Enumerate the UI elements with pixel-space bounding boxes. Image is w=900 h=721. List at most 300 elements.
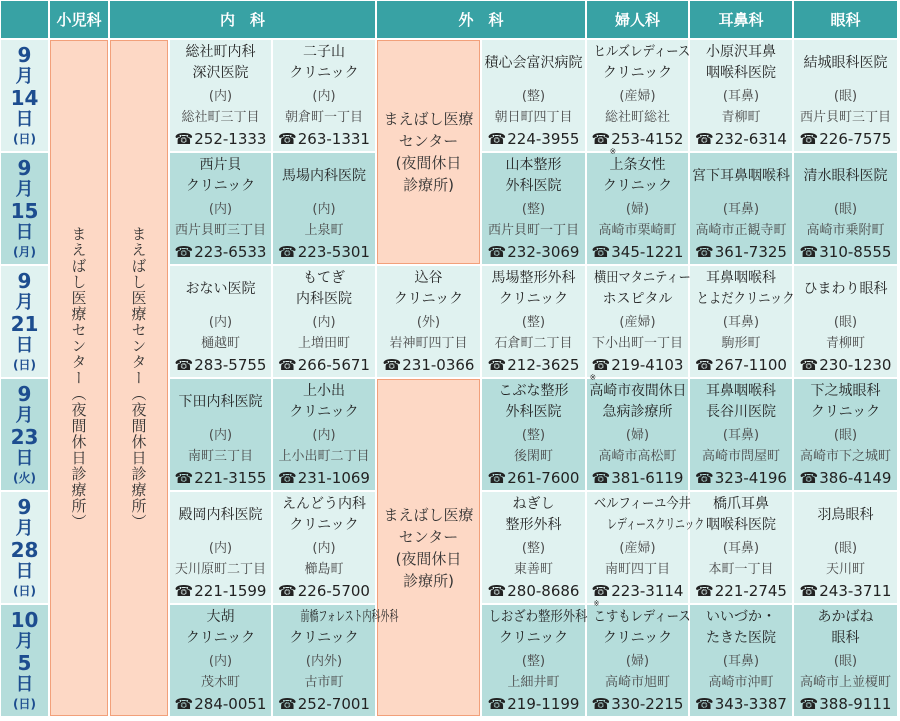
clinic-address-line (794, 672, 897, 693)
surgery-clinic-cell (482, 153, 585, 264)
clinic-name-line (587, 63, 688, 84)
clinic-phone (592, 580, 684, 602)
clinic-type-line (690, 312, 792, 333)
clinic-address: 樋越町 (200, 336, 240, 351)
telephone-icon (800, 243, 820, 261)
clinic-type-line (794, 538, 897, 559)
clinic-name-wrap (394, 289, 463, 310)
clinic-name-line (170, 279, 271, 300)
clinic-name-wrap (603, 289, 673, 310)
clinic-name-wrap (706, 381, 776, 402)
clinic-name (482, 266, 585, 312)
clinic-address-line (690, 559, 792, 580)
clinic-phone-line (794, 241, 897, 263)
clinic-phone (592, 467, 684, 489)
clinic-type-line (482, 651, 585, 672)
internal-clinic-cell (170, 266, 271, 377)
clinic-phone-number: 223-6533 (194, 243, 267, 261)
clinic-address: 朝倉町一丁目 (284, 110, 363, 125)
clinic-name-text: 外科医院 (505, 178, 562, 194)
clinic-name-wrap (706, 515, 776, 536)
internal-clinic-cell (170, 379, 271, 490)
surgery-clinic-cell (482, 492, 585, 603)
clinic-type-line (690, 86, 792, 107)
clinic-name-line (794, 279, 897, 300)
clinic-phone (592, 693, 684, 715)
clinic-type-line (482, 199, 585, 220)
date-weekday: (日) (13, 131, 36, 146)
clinic-name-line (587, 289, 688, 310)
clinic-name-line (587, 42, 691, 63)
clinic-address: 石倉町二丁目 (494, 336, 573, 351)
clinic-name (273, 266, 375, 312)
clinic-name-text: 大胡 (206, 609, 235, 625)
clinic-address-line (482, 107, 585, 128)
clinic-phone-number: 221-2745 (714, 582, 787, 600)
clinic-type: (内) (312, 89, 336, 104)
clinic-address: 西片貝町三丁目 (799, 110, 891, 125)
center-name: 診療所) (403, 176, 454, 194)
clinic-type: (耳鼻) (722, 541, 760, 556)
clinic-phone (800, 241, 892, 263)
clinic-address-line (690, 446, 792, 467)
clinic-phone-line (482, 128, 585, 150)
clinic-phone-number: 388-9111 (819, 695, 892, 713)
surgery-center-cell (377, 40, 480, 264)
clinic-phone-line (482, 693, 585, 715)
clinic-name-wrap (303, 381, 345, 402)
clinic-address-line (273, 446, 375, 467)
clinic-name-line (690, 166, 792, 187)
clinic-name-text: 馬場整形外科 (491, 270, 576, 286)
header-gynecology (587, 1, 688, 38)
clinic-type: (整) (521, 541, 546, 556)
telephone-icon (695, 130, 715, 148)
clinic-name-text: 外科医院 (505, 404, 562, 420)
clinic-name-text: 横田マタニティー (593, 270, 691, 286)
date-weekday: (日) (13, 696, 36, 711)
clinic-name (690, 605, 792, 651)
clinic-phone-number: 219-4103 (611, 356, 684, 374)
header-ophthalmology (794, 1, 897, 38)
clinic-address-line (273, 107, 375, 128)
clinic-name-text: 下之城眼科 (810, 383, 881, 399)
clinic-type-line (794, 199, 897, 220)
clinic-address-line (273, 559, 375, 580)
clinic-name-wrap (832, 628, 860, 649)
clinic-name-line (273, 607, 399, 628)
center-name: まえばし医療 (383, 505, 474, 524)
clinic-name (587, 40, 691, 86)
clinic-phone-number: 381-6119 (611, 469, 684, 487)
clinic-name-wrap (706, 628, 776, 649)
date-day-unit: 日 (15, 447, 34, 469)
clinic-name-wrap (692, 166, 790, 187)
clinic-name-line (690, 268, 792, 289)
clinic-phone-line (273, 354, 375, 376)
date-month: 9 (17, 381, 32, 406)
clinic-address-line (482, 333, 585, 354)
clinic-phone-line (587, 580, 688, 602)
clinic-address-line (587, 672, 688, 693)
clinic-address: 本町一丁目 (708, 562, 774, 577)
clinic-name-text: クリニック (289, 630, 359, 646)
center-name: (夜間休日 (395, 154, 462, 172)
clinic-name-text: 下田内科医院 (178, 393, 263, 410)
clinic-name-line (273, 515, 375, 536)
clinic-phone-line (587, 354, 688, 376)
clinic-name (690, 40, 792, 86)
clinic-phone-line (482, 580, 585, 602)
clinic-type-line (587, 651, 688, 672)
clinic-type-line (587, 538, 688, 559)
clinic-phone-line (794, 693, 897, 715)
clinic-type: (耳鼻) (722, 202, 760, 217)
clinic-phone (488, 580, 580, 602)
clinic-name-text: 深沢医院 (192, 65, 249, 81)
clinic-phone (175, 580, 267, 602)
telephone-icon (800, 469, 820, 487)
clinic-address: 朝日町四丁目 (494, 110, 573, 125)
telephone-icon (488, 356, 508, 374)
clinic-name-line (482, 381, 585, 402)
clinic-name-text: 長谷川医院 (706, 404, 776, 420)
clinic-phone (278, 241, 370, 263)
clinic-name (587, 266, 691, 312)
clinic-address: 上細井町 (507, 675, 560, 690)
clinic-name (690, 266, 795, 312)
clinic-phone-number: 223-5301 (297, 243, 370, 261)
clinic-name-text: クリニック (289, 65, 359, 81)
clinic-name-text: 上小出 (303, 383, 345, 399)
clinic-type: (産婦) (619, 89, 656, 104)
clinic-phone-number: 283-5755 (194, 356, 267, 374)
ent-clinic-cell (690, 492, 792, 603)
gynecology-clinic-cell (587, 599, 691, 716)
center-name-line (378, 548, 479, 570)
clinic-name-text: 殿岡内科医院 (178, 506, 263, 523)
clinic-phone (488, 354, 580, 376)
clinic-address: 青柳町 (721, 110, 761, 125)
clinic-name (482, 605, 588, 651)
clinic-name-text: 総社町内科 (185, 44, 256, 60)
center-name-line (378, 130, 479, 152)
clinic-name (794, 605, 897, 651)
clinic-name-wrap (706, 268, 776, 289)
clinic-address-line (482, 559, 585, 580)
clinic-phone-line (690, 467, 792, 489)
clinic-name-text: 込谷 (414, 270, 443, 286)
clinic-type: (内) (208, 315, 233, 330)
clinic-name-text: いいづか・ (706, 609, 776, 625)
clinic-phone (278, 467, 370, 489)
clinic-name-text: クリニック (498, 291, 569, 307)
clinic-name (587, 147, 688, 199)
date-cell (1, 266, 48, 377)
telephone-icon (488, 469, 508, 487)
clinic-phone-line (690, 128, 792, 150)
clinic-name-text: 西片貝 (199, 157, 242, 173)
clinic-name-text: 小原沢耳鼻 (706, 44, 776, 60)
clinic-name-wrap (289, 63, 358, 84)
clinic-phone-number: 232-6314 (714, 130, 787, 148)
date-day: 5 (17, 650, 32, 675)
header-ophthalmology-label: 眼科 (830, 11, 861, 29)
clinic-name-text: 整形外科 (505, 517, 562, 533)
gynecology-clinic-cell (587, 373, 688, 490)
clinic-name (482, 492, 585, 538)
clinic-name-text: 咽喉科医院 (706, 65, 776, 81)
clinic-name-wrap (706, 63, 776, 84)
clinic-type-line (690, 199, 792, 220)
clinic-name-wrap (603, 176, 672, 197)
clinic-name-line (482, 402, 585, 423)
clinic-name-wrap (603, 628, 672, 649)
telephone-icon (278, 469, 298, 487)
clinic-name-line (587, 402, 688, 423)
clinic-name-line (794, 505, 897, 526)
clinic-address: 上小出町二丁目 (278, 449, 370, 464)
clinic-address-line (794, 333, 897, 354)
clinic-phone-number: 253-4152 (611, 130, 684, 148)
clinic-name-wrap (607, 515, 704, 536)
clinic-phone (695, 128, 787, 150)
clinic-type-line (170, 538, 271, 559)
header-gynecology-label: 婦人科 (614, 11, 660, 29)
clinic-name-wrap (588, 373, 687, 402)
ophthalmology-clinic-cell (794, 266, 897, 377)
clinic-name (794, 266, 897, 312)
clinic-type: (整) (521, 315, 546, 330)
clinic-name-line (273, 289, 375, 310)
clinic-name-wrap (804, 279, 888, 300)
clinic-name-line (377, 289, 480, 310)
clinic-name (170, 379, 271, 425)
telephone-icon (592, 130, 612, 148)
clinic-name-wrap (513, 494, 555, 515)
clinic-type-line (273, 651, 375, 672)
clinic-name-line (273, 63, 375, 84)
clinic-name-line (170, 607, 271, 628)
date-cell (1, 492, 48, 603)
clinic-type: (耳鼻) (722, 89, 760, 104)
clinic-name-wrap (506, 402, 562, 423)
telephone-icon (278, 243, 298, 261)
clinic-phone-line (273, 693, 375, 715)
clinic-phone-line (690, 241, 792, 263)
clinic-type: (耳鼻) (722, 315, 760, 330)
clinic-phone-line (794, 128, 897, 150)
center-name-line (378, 108, 479, 130)
clinic-name-line (587, 494, 691, 515)
date-day: 21 (10, 311, 39, 336)
clinic-name-line (690, 494, 792, 515)
center-name-line (378, 152, 479, 174)
clinic-type: (内) (312, 541, 336, 556)
clinic-name-line (482, 268, 585, 289)
clinic-address: 高崎市問屋町 (701, 449, 780, 464)
clinic-name (587, 492, 705, 538)
clinic-phone-line (273, 467, 375, 489)
clinic-name-wrap (193, 63, 249, 84)
clinic-name (482, 379, 585, 425)
clinic-phone-line (482, 354, 585, 376)
clinic-phone-line (377, 354, 480, 376)
clinic-phone (278, 693, 370, 715)
clinic-name-text: えんどう内科 (282, 496, 366, 512)
clinic-name-line (794, 607, 897, 628)
clinic-name-text: ヒルズレディース (593, 44, 691, 60)
center-name-line (378, 174, 479, 196)
date-cell (1, 379, 48, 490)
clinic-type: (外) (416, 315, 441, 330)
clinic-type-line (273, 425, 375, 446)
clinic-name-line (482, 515, 585, 536)
clinic-name-text: 結城眼科医院 (803, 54, 888, 71)
clinic-phone-number: 212-3625 (507, 356, 580, 374)
telephone-icon (278, 582, 298, 600)
telephone-icon (175, 469, 195, 487)
clinic-type: (眼) (833, 315, 858, 330)
clinic-name-line (170, 628, 271, 649)
telephone-icon (488, 243, 508, 261)
clinic-phone-number: 284-0051 (194, 695, 267, 713)
clinic-type-line (377, 312, 480, 333)
clinic-name-wrap (303, 268, 345, 289)
telephone-icon (800, 356, 820, 374)
clinic-name-line (690, 515, 792, 536)
clinic-name-line (170, 63, 271, 84)
clinic-name-line (587, 515, 705, 536)
clinic-phone (175, 354, 267, 376)
clinic-address-line (587, 220, 688, 241)
clinic-name-line (690, 402, 792, 423)
internal-clinic-cell (273, 40, 375, 151)
date-cell (1, 40, 48, 151)
center-name: まえばし医療 (383, 110, 474, 128)
telephone-icon (175, 243, 195, 261)
date-day: 15 (10, 198, 39, 223)
clinic-name-text: 橋爪耳鼻 (713, 496, 769, 512)
surgery-center-cell (377, 379, 480, 716)
clinic-name-wrap (804, 166, 888, 187)
clinic-name (794, 379, 897, 425)
clinic-name-wrap (593, 42, 690, 63)
clinic-name-wrap (289, 402, 358, 423)
clinic-name (690, 379, 792, 425)
clinic-phone (695, 467, 787, 489)
clinic-type: (内) (208, 202, 233, 217)
date-weekday: (日) (13, 583, 36, 598)
clinic-type: (内) (312, 202, 336, 217)
clinic-type: (整) (521, 428, 546, 443)
clinic-name-line (482, 494, 585, 515)
clinic-type-line (587, 312, 688, 333)
clinic-phone-number: 226-7575 (819, 130, 892, 148)
clinic-name (794, 492, 897, 538)
ophthalmology-clinic-cell (794, 492, 897, 603)
clinic-address-line (587, 107, 688, 128)
clinic-phone-number: 361-7325 (714, 243, 787, 261)
clinic-type: (婦) (625, 428, 650, 443)
clinic-phone (278, 128, 370, 150)
clinic-type-line (170, 425, 271, 446)
date-day: 23 (10, 424, 39, 449)
clinic-name-line (273, 268, 375, 289)
header-internal-label: 内 科 (219, 11, 265, 29)
clinic-type-line (690, 538, 792, 559)
telephone-icon (592, 243, 612, 261)
note-mark: ※ (593, 599, 600, 608)
clinic-address-line (170, 446, 271, 467)
telephone-icon (278, 356, 298, 374)
telephone-icon (592, 582, 612, 600)
clinic-address-line (170, 220, 271, 241)
clinic-type-line (794, 425, 897, 446)
clinic-name-text: クリニック (810, 404, 881, 420)
header-internal (110, 1, 375, 38)
clinic-name (273, 40, 375, 86)
clinic-name (273, 605, 399, 651)
clinic-name-text: クリニック (498, 630, 569, 646)
clinic-name-wrap (506, 515, 562, 536)
internal-clinic-cell (170, 492, 271, 603)
clinic-name-wrap (603, 63, 672, 84)
clinic-type-line (273, 86, 375, 107)
clinic-phone (488, 693, 580, 715)
surgery-clinic-cell (482, 605, 588, 716)
clinic-address: 後閑町 (513, 449, 553, 464)
clinic-name-text: ベルフィーユ今井 (593, 496, 691, 512)
date-day: 14 (10, 85, 39, 110)
clinic-name (690, 492, 792, 538)
clinic-name-text: ホスピタル (602, 291, 673, 307)
clinic-name-wrap (706, 402, 776, 423)
telephone-icon (175, 130, 195, 148)
clinic-name-text: 宮下耳鼻咽喉科 (692, 167, 790, 184)
clinic-address: 青柳町 (825, 336, 865, 351)
clinic-name-line (587, 176, 688, 197)
clinic-phone (695, 354, 787, 376)
date-day-unit: 日 (15, 673, 34, 695)
clinic-phone-number: 266-5671 (297, 356, 370, 374)
clinic-phone-line (794, 354, 897, 376)
clinic-name-wrap (485, 53, 583, 74)
internal-clinic-cell (273, 266, 375, 377)
clinic-type-line (587, 199, 688, 220)
surgery-clinic-cell (482, 379, 585, 490)
clinic-type: (耳鼻) (722, 654, 760, 669)
clinic-name-text: 上条女性 (609, 157, 666, 173)
clinic-name-wrap (593, 599, 691, 628)
clinic-name-line (170, 176, 271, 197)
telephone-icon (278, 695, 298, 713)
header-pediatrics-label: 小児科 (56, 11, 102, 29)
ophthalmology-clinic-cell (794, 379, 897, 490)
clinic-address: 櫛島町 (304, 562, 344, 577)
clinic-type-line (690, 651, 792, 672)
clinic-name-wrap (499, 381, 569, 402)
clinic-name (170, 605, 271, 651)
clinic-name-text: クリニック (602, 630, 673, 646)
pediatrics-center-text: まえばし医療センター（夜間休日診療所） (69, 226, 88, 530)
clinic-name-wrap (492, 268, 576, 289)
clinic-phone-line (587, 467, 688, 489)
center-name: センター (398, 527, 459, 546)
date-month-unit: 月 (15, 178, 34, 200)
telephone-icon (175, 356, 195, 374)
surgery-clinic-cell (377, 266, 480, 377)
